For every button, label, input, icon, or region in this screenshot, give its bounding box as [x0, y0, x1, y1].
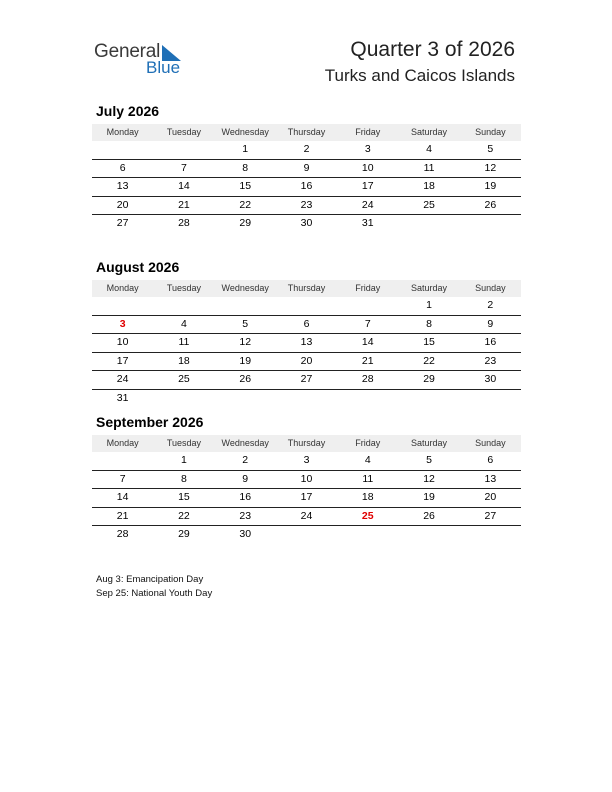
day-cell: 17 — [300, 491, 313, 503]
day-cell: 13 — [116, 180, 129, 192]
day-cell: 4 — [426, 143, 432, 155]
logo-blue-text: Blue — [146, 58, 181, 77]
weekday-label: Thursday — [287, 438, 326, 448]
day-cell: 20 — [484, 491, 497, 503]
day-cell: 28 — [116, 528, 129, 540]
week-row — [92, 334, 521, 353]
week-row — [92, 215, 521, 233]
day-cell: 22 — [178, 509, 190, 522]
empty-day-cell — [92, 141, 153, 159]
empty-day-cell — [337, 390, 398, 408]
day-cell: 24 — [300, 509, 313, 522]
week-row — [92, 508, 521, 527]
day-cell: 25 — [361, 509, 374, 522]
weekday-label: Friday — [355, 127, 381, 137]
weekday-header-row — [92, 280, 521, 297]
weekday-label: Monday — [106, 438, 139, 448]
day-cell: 9 — [303, 161, 310, 174]
week-row — [92, 390, 521, 408]
weekday-label: Friday — [355, 283, 381, 293]
day-cell: 11 — [178, 336, 190, 348]
day-cell: 10 — [361, 161, 374, 174]
day-cell: 31 — [361, 217, 374, 229]
day-cell: 6 — [487, 454, 494, 466]
day-cell: 8 — [426, 317, 432, 330]
day-cell: 6 — [119, 161, 126, 174]
day-cell: 2 — [242, 454, 249, 466]
weekday-label: Thursday — [287, 127, 326, 137]
empty-day-cell — [215, 390, 276, 408]
weekday-label: Monday — [106, 127, 139, 137]
empty-day-cell — [92, 297, 153, 315]
day-cell: 9 — [487, 317, 494, 330]
day-cell: 9 — [242, 472, 249, 485]
empty-day-cell — [460, 390, 521, 408]
day-cell: 29 — [178, 528, 190, 540]
empty-day-cell — [460, 215, 521, 233]
weekday-label: Tuesday — [166, 438, 202, 448]
holiday-notes — [96, 573, 212, 601]
empty-day-cell — [153, 297, 214, 315]
holiday-note: Sep 25: National Youth Day — [96, 588, 213, 599]
day-cell: 2 — [303, 143, 310, 155]
empty-day-cell — [276, 390, 337, 408]
empty-day-cell — [153, 390, 214, 408]
month-title: July 2026 — [96, 103, 160, 119]
day-cell: 20 — [116, 198, 129, 211]
day-cell: 1 — [426, 299, 432, 311]
page-subtitle: Turks and Caicos Islands — [324, 66, 515, 85]
day-cell: 12 — [239, 336, 252, 348]
day-cell: 14 — [361, 336, 374, 348]
day-cell: 15 — [239, 180, 252, 192]
day-cell: 25 — [178, 373, 190, 385]
week-row — [92, 471, 521, 490]
empty-day-cell — [215, 297, 276, 315]
month-july — [92, 102, 521, 233]
day-cell: 21 — [178, 198, 190, 211]
week-row — [92, 297, 521, 316]
day-cell: 7 — [119, 472, 126, 485]
weekday-label: Sunday — [475, 127, 506, 137]
empty-day-cell — [398, 390, 459, 408]
day-cell: 8 — [242, 161, 249, 174]
day-cell: 16 — [484, 336, 497, 348]
day-cell: 20 — [300, 354, 313, 367]
day-cell: 7 — [181, 161, 187, 174]
day-cell: 29 — [423, 373, 435, 385]
day-cell: 24 — [361, 198, 374, 211]
day-cell: 22 — [423, 354, 435, 367]
weekday-label: Wednesday — [221, 438, 269, 448]
empty-day-cell — [276, 526, 337, 544]
day-cell: 14 — [116, 491, 129, 503]
day-cell: 30 — [239, 528, 252, 540]
empty-day-cell — [398, 215, 459, 233]
holiday-note: Aug 3: Emancipation Day — [96, 574, 204, 585]
week-row — [92, 197, 521, 216]
month-title: September 2026 — [96, 414, 204, 430]
month-september — [92, 413, 521, 544]
day-cell: 11 — [423, 161, 435, 174]
day-cell: 23 — [239, 509, 252, 522]
day-cell: 3 — [119, 317, 126, 330]
weekday-label: Saturday — [411, 283, 448, 293]
day-cell: 3 — [303, 454, 310, 466]
week-row — [92, 160, 521, 179]
week-row — [92, 371, 521, 390]
day-cell: 19 — [423, 491, 435, 503]
day-cell: 13 — [484, 472, 497, 485]
day-cell: 21 — [116, 509, 129, 522]
day-cell: 27 — [484, 509, 497, 522]
week-row — [92, 316, 521, 335]
day-cell: 27 — [116, 217, 129, 229]
day-cell: 6 — [303, 317, 310, 330]
day-cell: 4 — [181, 317, 187, 330]
weekday-label: Monday — [106, 283, 139, 293]
empty-day-cell — [153, 141, 214, 159]
generalblue-logo — [94, 41, 194, 81]
week-row — [92, 353, 521, 372]
week-row — [92, 178, 521, 197]
weekday-header-row — [92, 435, 521, 452]
day-cell: 5 — [487, 143, 494, 155]
page-title: Quarter 3 of 2026 — [350, 38, 515, 61]
day-cell: 5 — [426, 454, 432, 466]
day-cell: 12 — [484, 161, 497, 174]
day-cell: 28 — [361, 373, 374, 385]
weekday-label: Tuesday — [166, 127, 202, 137]
day-cell: 26 — [423, 509, 435, 522]
day-cell: 16 — [300, 180, 313, 192]
weekday-label: Saturday — [411, 127, 448, 137]
weekday-label: Wednesday — [221, 127, 269, 137]
week-row — [92, 452, 521, 471]
day-cell: 15 — [423, 336, 435, 348]
day-cell: 19 — [484, 180, 497, 192]
weekday-label: Friday — [355, 438, 381, 448]
day-cell: 26 — [484, 198, 497, 211]
empty-day-cell — [337, 297, 398, 315]
weekday-label: Wednesday — [221, 283, 269, 293]
day-cell: 10 — [116, 336, 129, 348]
empty-day-cell — [92, 452, 153, 470]
day-cell: 23 — [300, 198, 313, 211]
day-cell: 7 — [364, 317, 371, 330]
day-cell: 13 — [300, 336, 313, 348]
day-cell: 30 — [484, 373, 497, 385]
day-cell: 1 — [242, 143, 249, 155]
weekday-header-row — [92, 124, 521, 141]
day-cell: 22 — [239, 198, 252, 211]
empty-day-cell — [337, 526, 398, 544]
day-cell: 21 — [361, 354, 374, 367]
day-cell: 25 — [423, 198, 435, 211]
empty-day-cell — [276, 297, 337, 315]
day-cell: 31 — [116, 391, 129, 404]
day-cell: 5 — [242, 317, 249, 330]
day-cell: 16 — [239, 491, 252, 503]
logo-general-text: General — [94, 41, 161, 62]
day-cell: 17 — [116, 354, 129, 367]
day-cell: 18 — [178, 354, 190, 367]
day-cell: 8 — [181, 472, 187, 485]
day-cell: 14 — [178, 180, 190, 192]
day-cell: 15 — [178, 491, 190, 503]
weekday-label: Sunday — [475, 283, 506, 293]
weekday-label: Tuesday — [166, 283, 202, 293]
day-cell: 23 — [484, 354, 497, 367]
day-cell: 10 — [300, 472, 313, 485]
empty-day-cell — [398, 526, 459, 544]
day-cell: 18 — [423, 180, 435, 192]
day-cell: 17 — [361, 180, 374, 192]
empty-day-cell — [460, 526, 521, 544]
week-row — [92, 489, 521, 508]
day-cell: 28 — [178, 217, 190, 229]
day-cell: 29 — [239, 217, 252, 229]
month-august — [92, 258, 521, 407]
day-cell: 19 — [239, 354, 252, 367]
month-title: August 2026 — [96, 259, 180, 275]
day-cell: 1 — [181, 454, 187, 466]
weekday-label: Saturday — [411, 438, 448, 448]
day-cell: 30 — [300, 217, 313, 229]
week-row — [92, 526, 521, 544]
day-cell: 3 — [364, 143, 371, 155]
day-cell: 2 — [487, 299, 494, 311]
week-row — [92, 141, 521, 160]
day-cell: 27 — [300, 373, 313, 385]
weekday-label: Sunday — [475, 438, 506, 448]
weekday-label: Thursday — [287, 283, 326, 293]
day-cell: 11 — [362, 472, 374, 485]
day-cell: 12 — [423, 472, 435, 485]
day-cell: 18 — [361, 491, 374, 503]
day-cell: 24 — [116, 373, 129, 385]
day-cell: 4 — [364, 454, 371, 466]
day-cell: 26 — [239, 373, 252, 385]
